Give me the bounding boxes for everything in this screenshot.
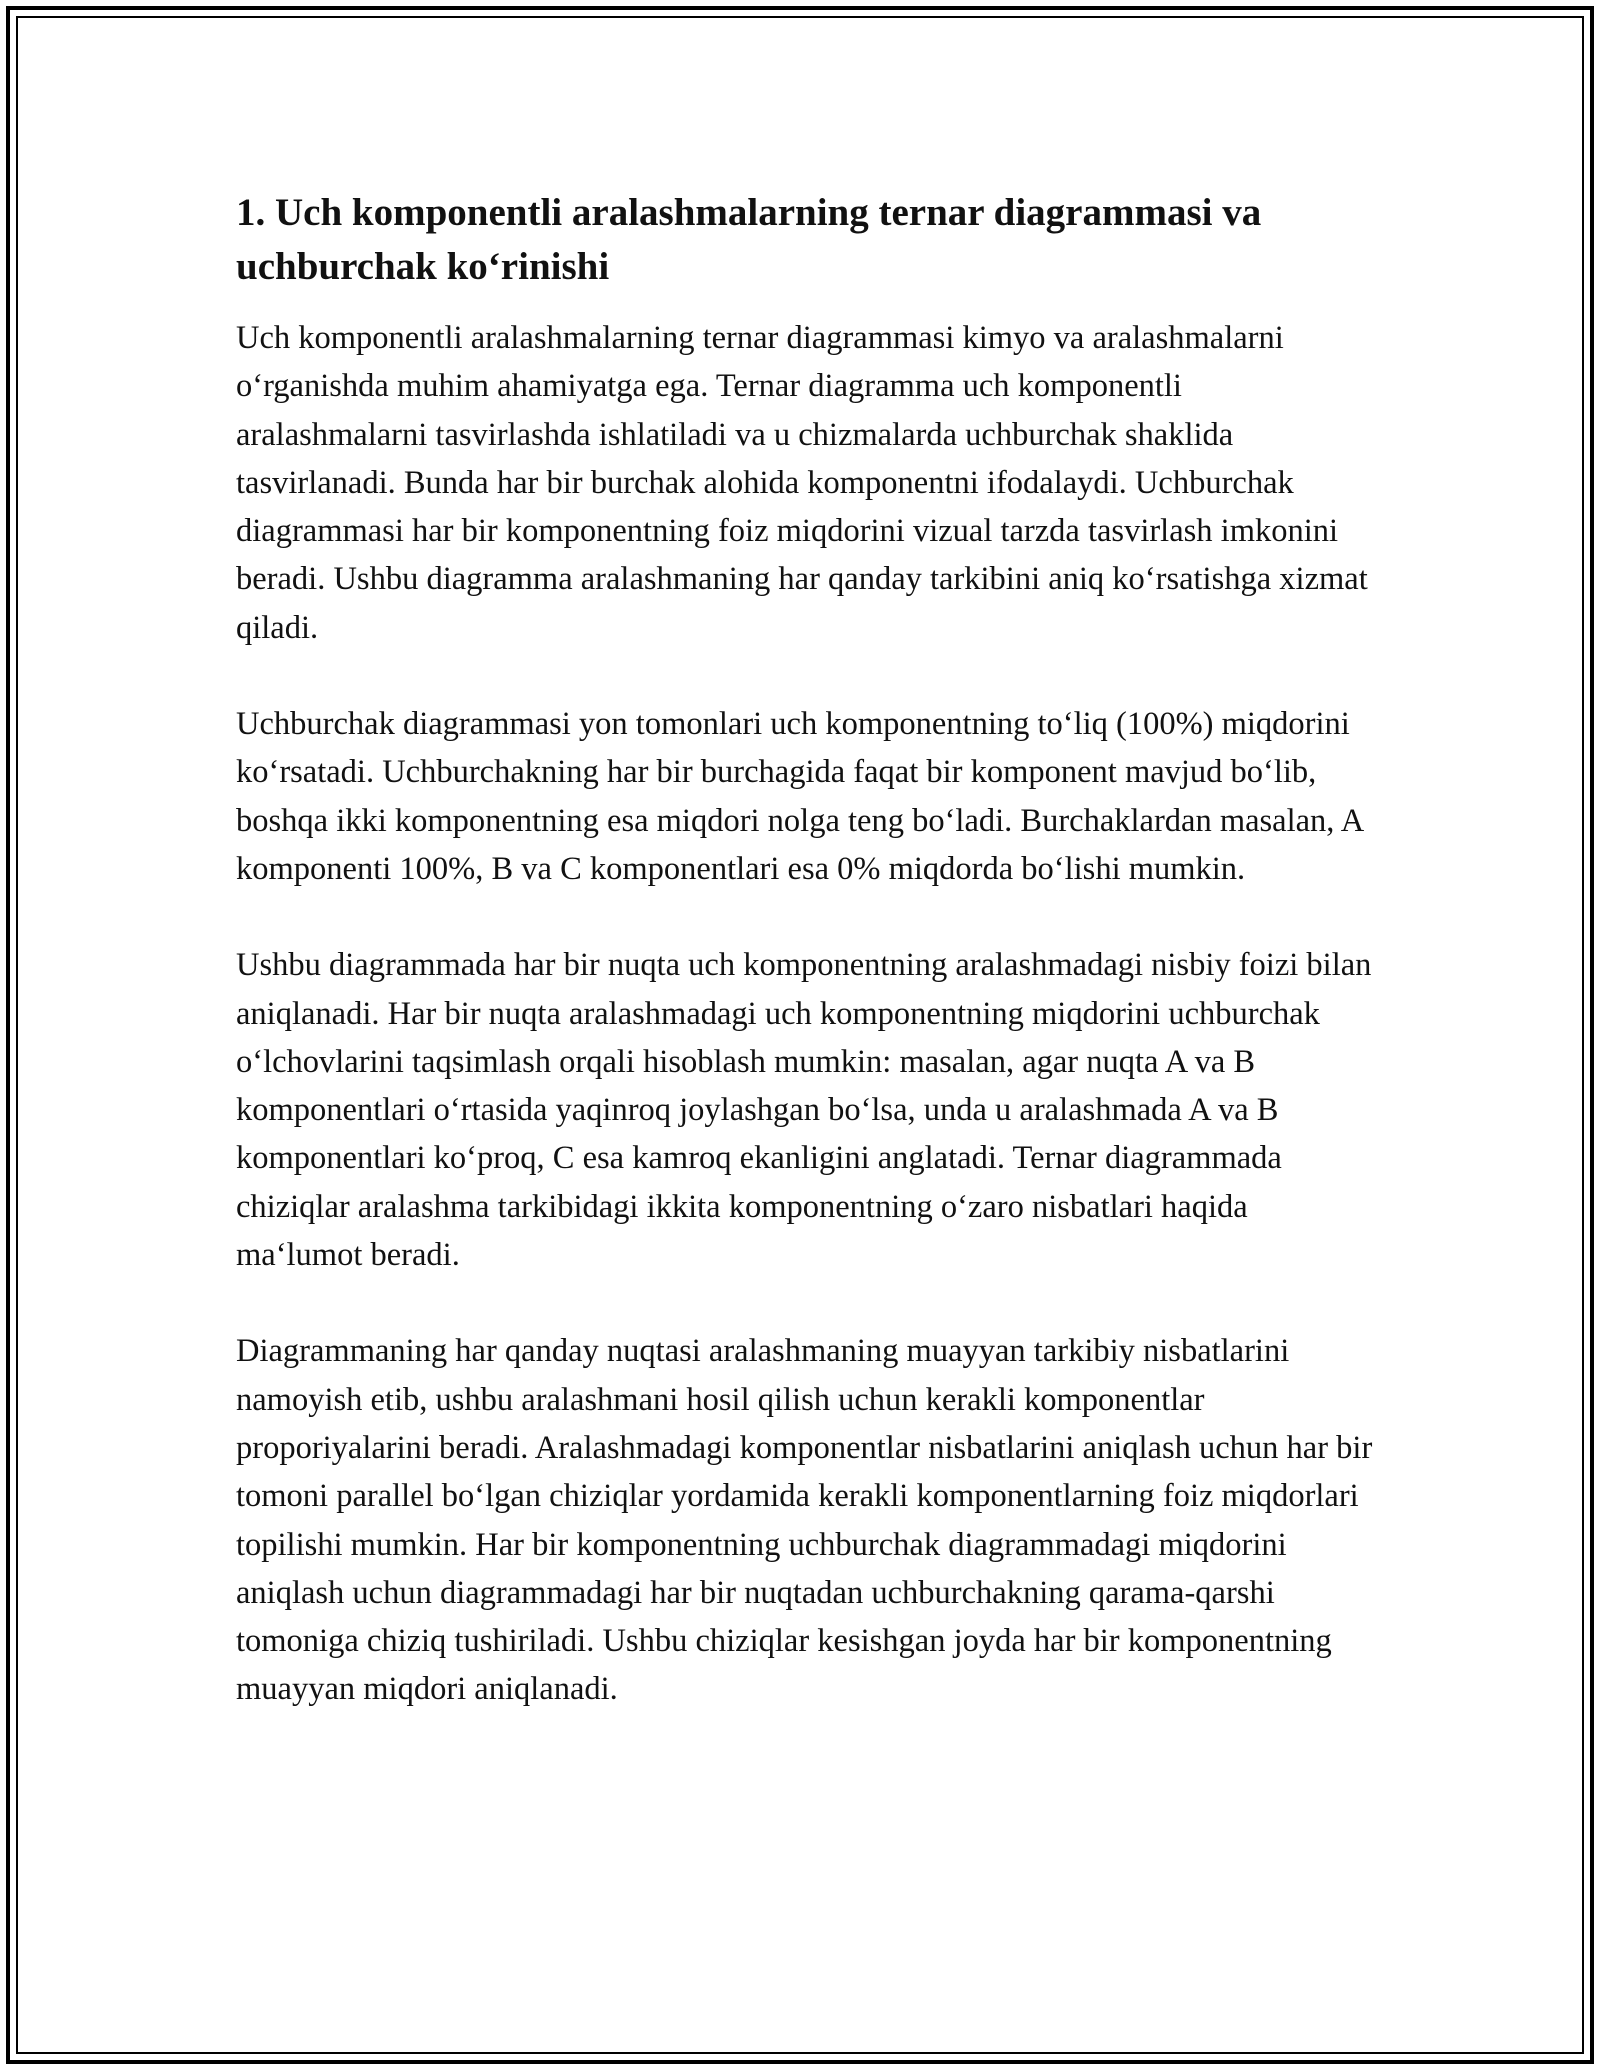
paragraph-2: Uchburchak diagrammasi yon tomonlari uch komponentning to‘liq (100%) miqdorini ko‘rsatadi. Uchburchakning har bir burchagida faqat bir komponent mavjud bo‘lib, boshqa ikki komponentning esa miqdori nolga teng bo‘ladi. Burchaklardan masalan, A komponenti 100%, B va C komponentlari esa 0% miqdorda bo‘lishi mumkin. [236, 706, 1363, 887]
paragraph-3: Ushbu diagrammada har bir nuqta uch komponentning aralashmadagi nisbiy foizi bilan aniqlanadi. Har bir nuqta aralashmadagi uch komponentning miqdorini uchburchak o‘lchovlarini taqsimlash orqali hisoblash mumkin: masalan, agar nuqta A va B komponentlari o‘rtasida yaqinroq joylashgan bo‘lsa, unda u aralashmada A va B komponentlari ko‘proq, C esa kamroq ekanligini anglatadi. Ternar diagrammada chiziqlar aralashma tarkibidagi ikkita komponentning o‘zaro nisbatlari haqida ma‘lumot beradi. [236, 947, 1372, 1274]
paragraph-1: Uch komponentli aralashmalarning ternar diagrammasi kimyo va aralashmalarni o‘rganishda muhim ahamiyatga ega. Ternar diagramma uch komponentli aralashmalarni tasvirlashda ishlatiladi va u chizmalarda uchburchak shaklida tasvirlanadi. Bunda har bir burchak alohida komponentni ifodalaydi. Uchburchak diagrammasi har bir komponentning foiz miqdorini vizual tarzda tasvirlash imkonini beradi. Ushbu diagramma aralashmaning har qanday tarkibini aniq ko‘rsatishga xizmat qiladi. [236, 320, 1368, 646]
document-content [236, 186, 1376, 1762]
section-heading: 1. Uch komponentli aralashmalarning ternar diagrammasi va uchburchak ko‘rinishi [236, 191, 1262, 288]
paragraph-4: Diagrammaning har qanday nuqtasi aralashmaning muayyan tarkibiy nisbatlarini namoyish etib, ushbu aralashmani hosil qilish uchun kerakli komponentlar proporiyalarini beradi. Aralashmadagi komponentlar nisbatlarini aniqlash uchun har bir tomoni parallel bo‘lgan chiziqlar yordamida kerakli komponentlarning foiz miqdorlari topilishi mumkin. Har bir komponentning uchburchak diagrammadagi miqdorini aniqlash uchun diagrammadagi har bir nuqtadan uchburchakning qarama-qarshi tomoniga chiziq tushiriladi. Ushbu chiziqlar kesishgan joyda har bir komponentning muayyan miqdori aniqlanadi. [236, 1333, 1373, 1708]
